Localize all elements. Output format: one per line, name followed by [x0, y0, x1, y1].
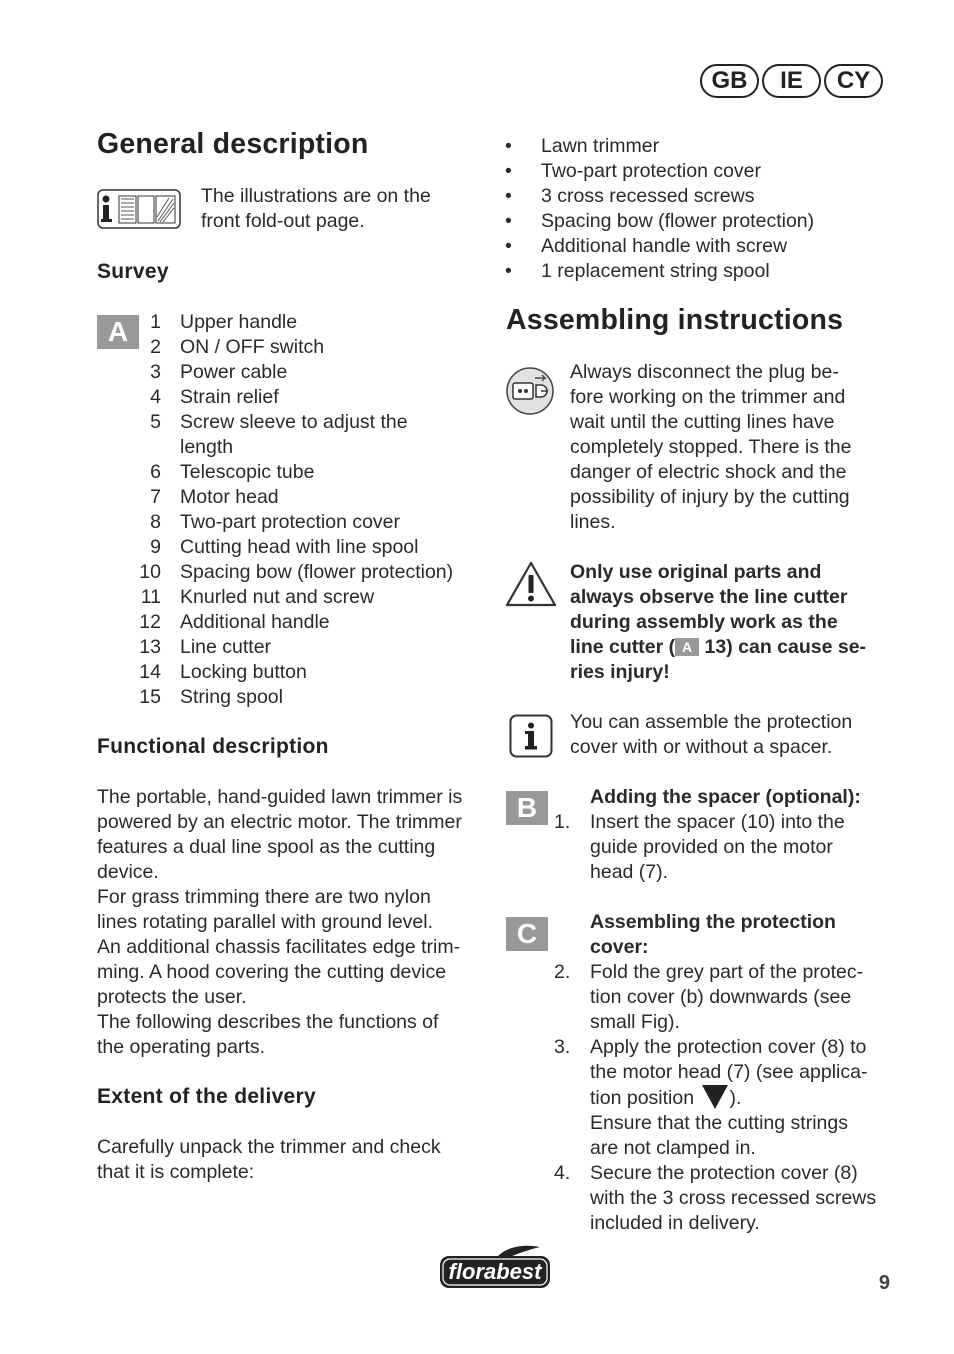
figure-tag-c: C — [506, 917, 548, 951]
list-item: 1 Upper handle — [150, 311, 298, 333]
list-item: 14 Locking button — [139, 661, 307, 683]
list-item: 13 Line cutter — [139, 636, 272, 658]
cover-title: Assembling the protection cover: — [590, 911, 836, 958]
warning-note: Only use original parts and always observe the line cutter during assembly work as the line cutter ( A 13) can cause se- ries injury! — [570, 561, 867, 683]
page-number: 9 — [878, 1272, 890, 1294]
list-item: 3 Power cable — [150, 361, 288, 383]
list-item: 5 Screw sleeve to adjust the length — [150, 411, 408, 458]
assembling-instructions-title: Assembling instructions — [506, 304, 844, 336]
info-icon — [509, 714, 553, 758]
list-item: 7 Motor head — [150, 486, 279, 508]
list-item: 11 Knurled nut and screw — [140, 586, 375, 608]
list-item: • Lawn trimmer — [505, 135, 660, 157]
figure-tag-a-inline: A — [675, 638, 699, 656]
unplug-note: Always disconnect the plug be- fore working on the trimmer and wait until the cutting lines have completely stopped. There is the danger of electric shock and the possibility of injury by the cutting lines. — [570, 361, 852, 533]
list-item: • 3 cross recessed screws — [505, 185, 755, 207]
list-item: • Spacing bow (flower protection) — [505, 210, 815, 232]
list-item: 9 Cutting head with line spool — [150, 536, 419, 558]
cover-steps — [554, 910, 899, 1236]
list-item: 15 String spool — [139, 686, 283, 708]
step-3: 3. Apply the protection cover (8) to the motor head (7) (see applica- tion position ). Ensure that the cutting strings are not clamped in. — [554, 1036, 868, 1159]
lang-badge-cy: CY — [824, 64, 883, 98]
general-description-title: General description — [97, 128, 369, 160]
list-item: • Additional handle with screw — [505, 235, 788, 257]
spacer-steps — [554, 785, 899, 885]
illustration-note: The illustrations are on the front fold-out page. — [201, 185, 431, 232]
spacer-title: Adding the spacer (optional): — [590, 786, 861, 808]
language-badges — [700, 64, 883, 98]
step-1: 1. Insert the spacer (10) into the guide provided on the motor head (7). — [554, 811, 845, 883]
unplug-icon — [505, 366, 555, 416]
functional-description-title: Functional description — [97, 735, 329, 758]
survey-title: Survey — [97, 260, 169, 283]
list-item: 12 Additional handle — [139, 611, 330, 633]
delivery-intro: Carefully unpack the trimmer and check that it is complete: — [97, 1136, 441, 1183]
illustration-icon — [97, 189, 181, 229]
position-triangle-icon — [702, 1085, 728, 1109]
figure-tag-a: A — [97, 315, 139, 349]
list-item: 8 Two-part protection cover — [150, 511, 401, 533]
list-item: 2 ON / OFF switch — [150, 336, 325, 358]
florabest-logo: florabest — [438, 1244, 552, 1290]
info-note: You can assemble the protection cover with or without a spacer. — [570, 711, 853, 758]
list-item: 6 Telescopic tube — [150, 461, 315, 483]
list-item: 10 Spacing bow (flower protection) — [139, 561, 454, 583]
functional-description-text: The portable, hand-guided lawn trimmer is powered by an electric motor. The trimmer features a dual line spool as the cutting device. For grass trimming there are two nylon lines rotating parallel with ground level. An additional chassis facilitates edge trim- ming. A hood covering the cutting device protects the user. The following describes the functions of the operating parts. — [97, 786, 463, 1058]
step-2: 2. Fold the grey part of the protec- tion cover (b) downwards (see small Fig). — [554, 961, 864, 1033]
list-item: 4 Strain relief — [150, 386, 279, 408]
lang-badge-gb: GB — [700, 64, 759, 98]
lang-badge-ie: IE — [762, 64, 821, 98]
list-item: • Two-part protection cover — [505, 160, 762, 182]
figure-tag-b: B — [506, 791, 548, 825]
step-4: 4. Secure the protection cover (8) with the 3 cross recessed screws included in delivery. — [554, 1162, 877, 1234]
warning-icon — [505, 560, 557, 608]
delivery-title: Extent of the delivery — [97, 1085, 316, 1108]
delivery-list — [505, 134, 905, 284]
survey-list — [136, 310, 481, 710]
list-item: • 1 replacement string spool — [505, 260, 770, 282]
